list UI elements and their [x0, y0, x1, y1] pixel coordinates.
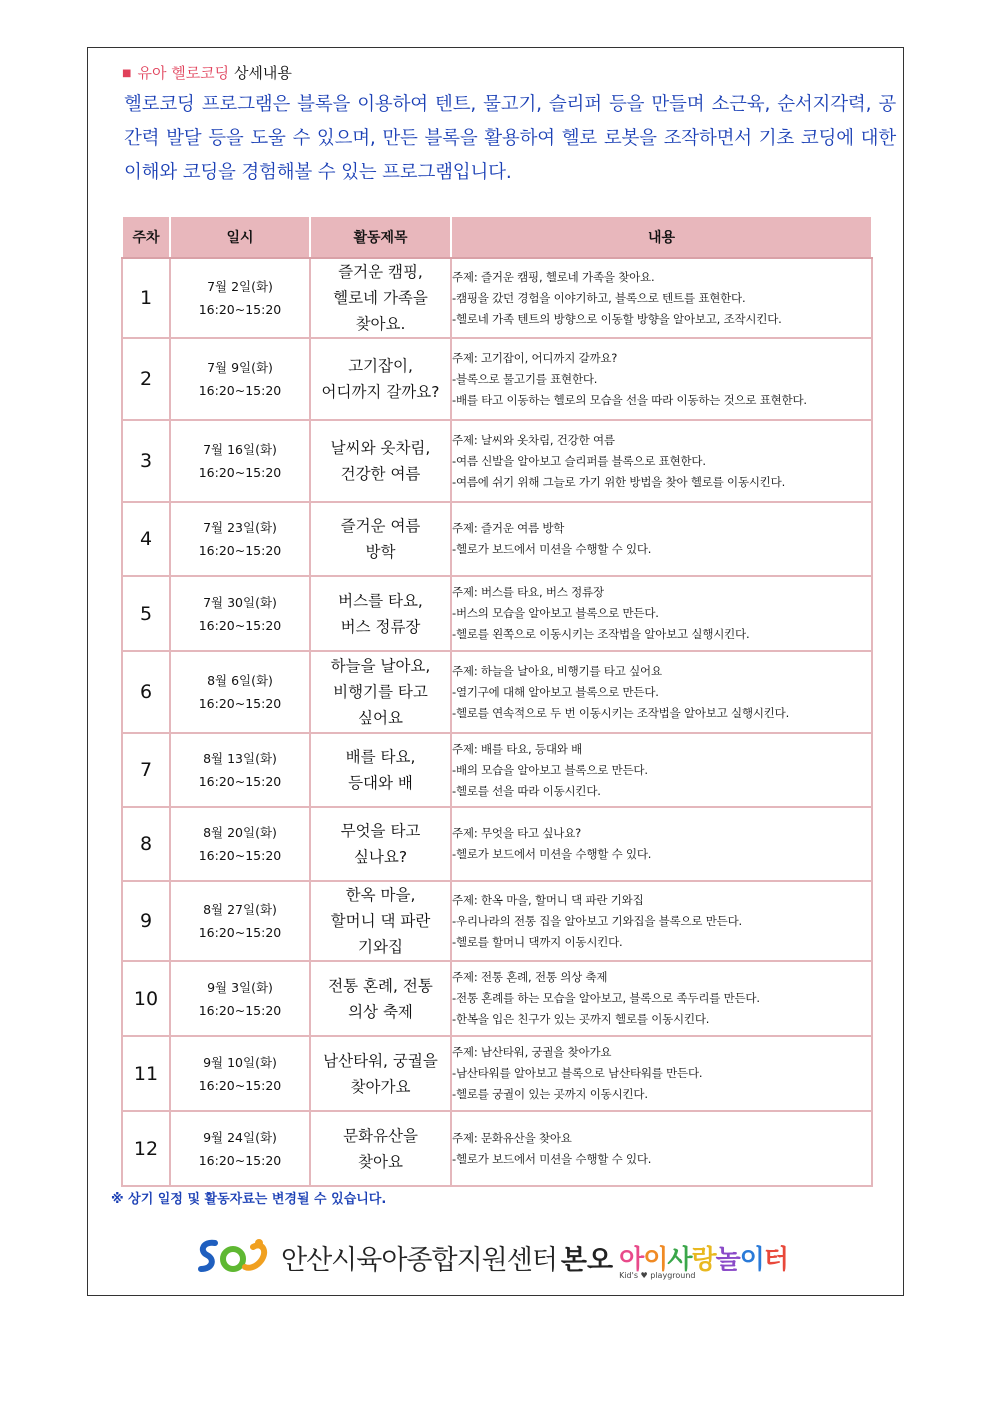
content-line: -한복을 입은 친구가 있는 곳까지 헬로를 이동시킨다. [452, 1012, 710, 1026]
content-line: -블록으로 물고기를 표현한다. [452, 371, 598, 386]
week-cell: 8 [122, 807, 170, 881]
date-cell [170, 1036, 310, 1111]
title-line: 고기잡이, [348, 357, 413, 375]
title-line: 헬로네 가족을 [333, 289, 428, 307]
content-line: 주제: 날씨와 옷차림, 건강한 여름 [452, 432, 615, 447]
date-cell [170, 1111, 310, 1186]
table-row [122, 733, 872, 807]
content-line: 주제: 남산타워, 궁궐을 찾아가요 [452, 1045, 612, 1059]
date-cell [170, 961, 310, 1036]
week-cell: 1 [122, 258, 170, 338]
date-cell [170, 576, 310, 651]
content-line: -헬로를 궁궐이 있는 곳까지 이동시킨다. [452, 1087, 648, 1101]
content-cell [451, 258, 872, 338]
content-line: -헬로네 가족 텐트의 방향으로 이동할 방향을 알아보고, 조작시킨다. [452, 311, 782, 326]
time-text: 16:20~15:20 [198, 543, 282, 558]
title-cell [310, 338, 451, 420]
title-cell [310, 733, 451, 807]
date-text: 7월 16일(화) [203, 442, 277, 457]
date-cell [170, 733, 310, 807]
table-body [122, 258, 872, 1186]
table-row [122, 1036, 872, 1111]
content-cell [451, 576, 872, 651]
header-week: 주차 [122, 216, 170, 258]
title-line: 즐거운 캠핑, [338, 263, 423, 281]
content-line: -배를 타고 이동하는 헬로의 모습을 선을 따라 이동하는 것으로 표현한다. [452, 392, 807, 407]
title-line: 어디까지 갈까요? [321, 383, 440, 401]
content-line: -헬로를 할머니 댁까지 이동시킨다. [452, 934, 623, 949]
date-cell [170, 881, 310, 961]
title-line: 의상 축제 [348, 1002, 413, 1021]
content-line: 주제: 즐거운 여름 방학 [452, 521, 565, 535]
title-line: 건강한 여름 [340, 465, 421, 483]
content-line: -남산타워를 알아보고 블록으로 남산타워를 만든다. [452, 1066, 703, 1080]
content-line: -헬로를 선을 따라 이동시킨다. [452, 783, 601, 798]
content-line: 주제: 한옥 마을, 할머니 댁 파란 기와집 [452, 892, 644, 907]
content-line: 주제: 배를 타요, 등대와 배 [452, 741, 583, 756]
time-text: 16:20~15:20 [198, 302, 282, 317]
week-cell: 4 [122, 502, 170, 576]
table-row [122, 576, 872, 651]
playground-letter: 이 [643, 1244, 668, 1275]
content-line: 주제: 고기잡이, 어디까지 갈까요? [452, 350, 618, 365]
intro-paragraph: 헬로코딩 프로그램은 블록을 이용하여 텐트, 물고기, 슬리퍼 등을 만들며 소근육, 순서지각력, 공간력 발달 등을 도울 수 있으며, 만든 블록을 활용하여 헬로 로봇을 조작하면서 기초 코딩에 대한 이해와 코딩을 경험해볼 수 있는 프로그램입니다. [124, 94, 896, 183]
date-cell [170, 420, 310, 502]
schedule-table [121, 215, 873, 1187]
content-cell [451, 881, 872, 961]
section-heading-rest: 상세내용 [229, 64, 292, 82]
title-cell [310, 502, 451, 576]
content-line: -여름 신발을 알아보고 슬리퍼를 블록으로 표현한다. [452, 453, 706, 468]
date-text: 9월 10일(화) [203, 1054, 277, 1070]
content-cell [451, 338, 872, 420]
content-line: -버스의 모습을 알아보고 블록으로 만든다. [452, 606, 659, 620]
title-line: 기와집 [358, 938, 403, 956]
title-line: 전통 혼례, 전통 [328, 976, 433, 995]
content-line: -캠핑을 갔던 경험을 이야기하고, 블록으로 텐트를 표현한다. [452, 290, 746, 305]
footer-logo [195, 1234, 788, 1280]
table-row [122, 338, 872, 420]
table-row [122, 961, 872, 1036]
title-cell [310, 420, 451, 502]
title-line: 남산타워, 궁궐을 [323, 1051, 438, 1070]
week-cell: 11 [122, 1036, 170, 1111]
date-text: 8월 6일(화) [207, 673, 273, 688]
title-cell [310, 576, 451, 651]
title-cell [310, 881, 451, 961]
content-line: 주제: 무엇을 타고 싶나요? [452, 826, 582, 840]
content-line: 주제: 버스를 타요, 버스 정류장 [452, 585, 604, 599]
content-cell [451, 807, 872, 881]
playground-letter: 터 [763, 1244, 788, 1275]
week-cell: 3 [122, 420, 170, 502]
title-cell [310, 961, 451, 1036]
content-line: 주제: 즐거운 캠핑, 헬로네 가족을 찾아요. [452, 269, 655, 284]
title-line: 비행기를 타고 [333, 683, 428, 701]
table-row [122, 502, 872, 576]
date-text: 8월 27일(화) [203, 902, 277, 917]
schedule-note: ※ 상기 일정 및 활동자료는 변경될 수 있습니다. [111, 1192, 387, 1207]
title-line: 한옥 마을, [345, 886, 416, 904]
content-line: -우리나라의 전통 집을 알아보고 기와집을 블록으로 만든다. [452, 913, 742, 928]
title-line: 무엇을 타고 [340, 822, 421, 840]
table-row [122, 258, 872, 338]
date-text: 7월 2일(화) [207, 279, 273, 294]
week-cell: 2 [122, 338, 170, 420]
table-row [122, 1111, 872, 1186]
table-header-row [122, 216, 872, 258]
content-line: -헬로가 보드에서 미션을 수행할 수 있다. [452, 847, 652, 861]
content-cell [451, 651, 872, 733]
date-text: 7월 9일(화) [207, 360, 273, 375]
title-cell [310, 258, 451, 338]
content-line: 주제: 하늘을 날아요, 비행기를 타고 싶어요 [452, 663, 662, 678]
title-line: 등대와 배 [348, 774, 413, 792]
content-line: -전통 혼례를 하는 모습을 알아보고, 블록으로 족두리를 만든다. [452, 991, 760, 1005]
title-line: 찾아요. [355, 315, 406, 333]
title-line: 찾아가요 [350, 1077, 411, 1096]
playground-letter: 이 [739, 1244, 764, 1275]
content-cell [451, 733, 872, 807]
table-row [122, 420, 872, 502]
week-cell: 6 [122, 651, 170, 733]
title-cell [310, 651, 451, 733]
date-cell [170, 338, 310, 420]
time-text: 16:20~15:20 [198, 1152, 282, 1168]
title-cell [310, 807, 451, 881]
title-line: 찾아요 [358, 1152, 403, 1171]
date-cell [170, 807, 310, 881]
time-text: 16:20~15:20 [198, 848, 282, 863]
time-text: 16:20~15:20 [198, 465, 282, 480]
content-line: 주제: 문화유산을 찾아요 [452, 1130, 572, 1145]
date-cell [170, 651, 310, 733]
time-text: 16:20~15:20 [198, 774, 282, 789]
title-line: 싶어요 [358, 709, 403, 727]
week-cell: 7 [122, 733, 170, 807]
week-cell: 12 [122, 1111, 170, 1186]
title-line: 즐거운 여름 [340, 517, 421, 535]
date-text: 8월 13일(화) [203, 751, 277, 766]
date-text: 8월 20일(화) [203, 825, 277, 840]
center-name: 안산시육아종합지원센터 [281, 1244, 557, 1276]
header-date: 일시 [170, 216, 310, 258]
table-row [122, 651, 872, 733]
playground-letter: 사 [667, 1244, 692, 1275]
playground-letter: 랑 [691, 1244, 716, 1275]
playground-letter: 놀 [715, 1244, 740, 1275]
title-line: 싶나요? [353, 848, 408, 866]
title-line: 날씨와 옷차림, [330, 439, 431, 457]
time-text: 16:20~15:20 [198, 617, 282, 633]
playground-subtitle: Kid's ♥ playground [619, 1270, 696, 1280]
title-line: 방학 [365, 543, 396, 561]
section-heading-highlight: 유아 헬로코딩 [137, 64, 230, 82]
title-cell [310, 1036, 451, 1111]
title-line: 버스 정류장 [340, 617, 421, 636]
header-title: 활동제목 [310, 216, 451, 258]
title-line: 할머니 댁 파란 [330, 912, 431, 930]
title-line: 배를 타요, [345, 748, 416, 766]
time-text: 16:20~15:20 [198, 1077, 282, 1093]
content-line: -헬로를 왼쪽으로 이동시키는 조작법을 알아보고 실행시킨다. [452, 627, 750, 641]
content-line: -열기구에 대해 알아보고 블록으로 만든다. [452, 684, 659, 699]
date-cell [170, 258, 310, 338]
time-text: 16:20~15:20 [198, 383, 282, 398]
date-text: 9월 24일(화) [203, 1129, 277, 1145]
center-logo-icon [195, 1235, 273, 1279]
content-cell [451, 1036, 872, 1111]
date-text: 7월 30일(화) [203, 594, 277, 610]
week-cell: 9 [122, 881, 170, 961]
time-text: 16:20~15:20 [198, 696, 282, 711]
square-bullet-icon: ■ [122, 68, 132, 79]
playground-letter: 아 [619, 1244, 644, 1275]
content-line: 주제: 전통 혼례, 전통 의상 축제 [452, 970, 608, 984]
title-line: 문화유산을 [343, 1126, 418, 1145]
content-cell [451, 420, 872, 502]
header-content: 내용 [451, 216, 872, 258]
title-line: 하늘을 날아요, [330, 657, 431, 675]
content-line: -헬로를 연속적으로 두 번 이동시키는 조작법을 알아보고 실행시킨다. [452, 705, 790, 720]
section-heading [122, 62, 292, 83]
content-line: -헬로가 보드에서 미션을 수행할 수 있다. [452, 1151, 652, 1166]
content-cell [451, 1111, 872, 1186]
content-line: -배의 모습을 알아보고 블록으로 만든다. [452, 762, 648, 777]
week-cell: 10 [122, 961, 170, 1036]
date-text: 7월 23일(화) [203, 520, 277, 535]
time-text: 16:20~15:20 [198, 925, 282, 940]
branch-name: 본오 [560, 1244, 614, 1276]
content-cell [451, 961, 872, 1036]
content-cell [451, 502, 872, 576]
content-line: -헬로가 보드에서 미션을 수행할 수 있다. [452, 542, 652, 556]
table-row [122, 807, 872, 881]
playground-name [619, 1239, 788, 1280]
date-cell [170, 502, 310, 576]
content-line: -여름에 쉬기 위해 그늘로 가기 위한 방법을 찾아 헬로를 이동시킨다. [452, 474, 786, 489]
title-line: 버스를 타요, [338, 591, 423, 610]
time-text: 16:20~15:20 [198, 1002, 282, 1018]
title-cell [310, 1111, 451, 1186]
date-text: 9월 3일(화) [207, 979, 273, 995]
table-row [122, 881, 872, 961]
week-cell: 5 [122, 576, 170, 651]
